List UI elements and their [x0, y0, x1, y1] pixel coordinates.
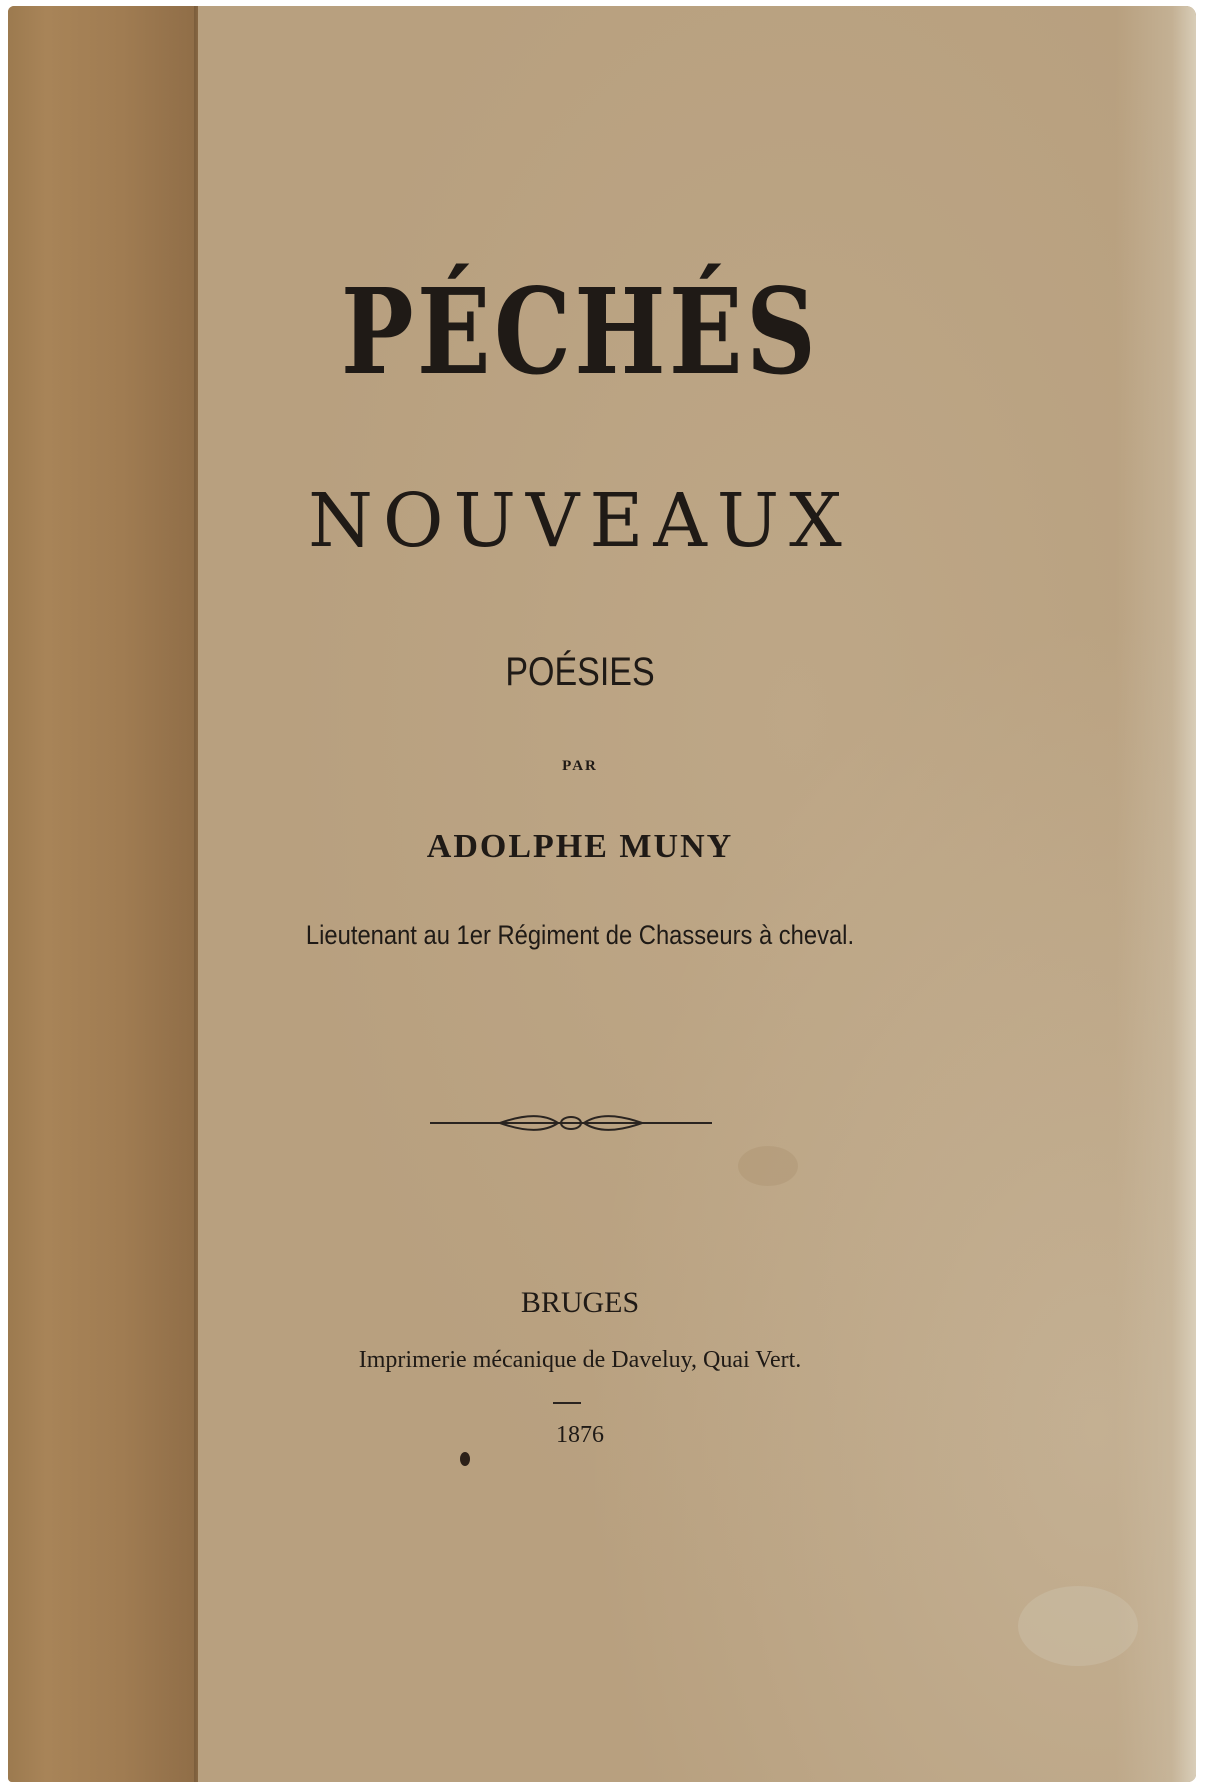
publication-city: BRUGES	[520, 1286, 640, 1319]
author-rank: Lieutenant au 1er Régiment de Chasseurs à cheval.	[305, 920, 855, 950]
ink-spot	[460, 1452, 470, 1466]
worn-edge	[1116, 6, 1196, 1782]
title-line-2: NOUVEAUX	[308, 478, 852, 564]
printer-line: Imprimerie mécanique de Daveluy, Quai Vert.	[358, 1347, 802, 1373]
foxing-stain	[1018, 1586, 1138, 1666]
subtitle: POÉSIES	[505, 650, 655, 694]
foxing-stain	[738, 1146, 798, 1186]
book-spine	[8, 6, 198, 1782]
ornamental-rule	[430, 1110, 712, 1136]
separator-dash	[553, 1402, 581, 1404]
publication-year: 1876	[556, 1422, 604, 1448]
by-label: PAR	[562, 758, 598, 774]
author-name: ADOLPHE MUNY	[426, 828, 734, 865]
title-line-1: PÉCHÉS	[340, 262, 820, 401]
